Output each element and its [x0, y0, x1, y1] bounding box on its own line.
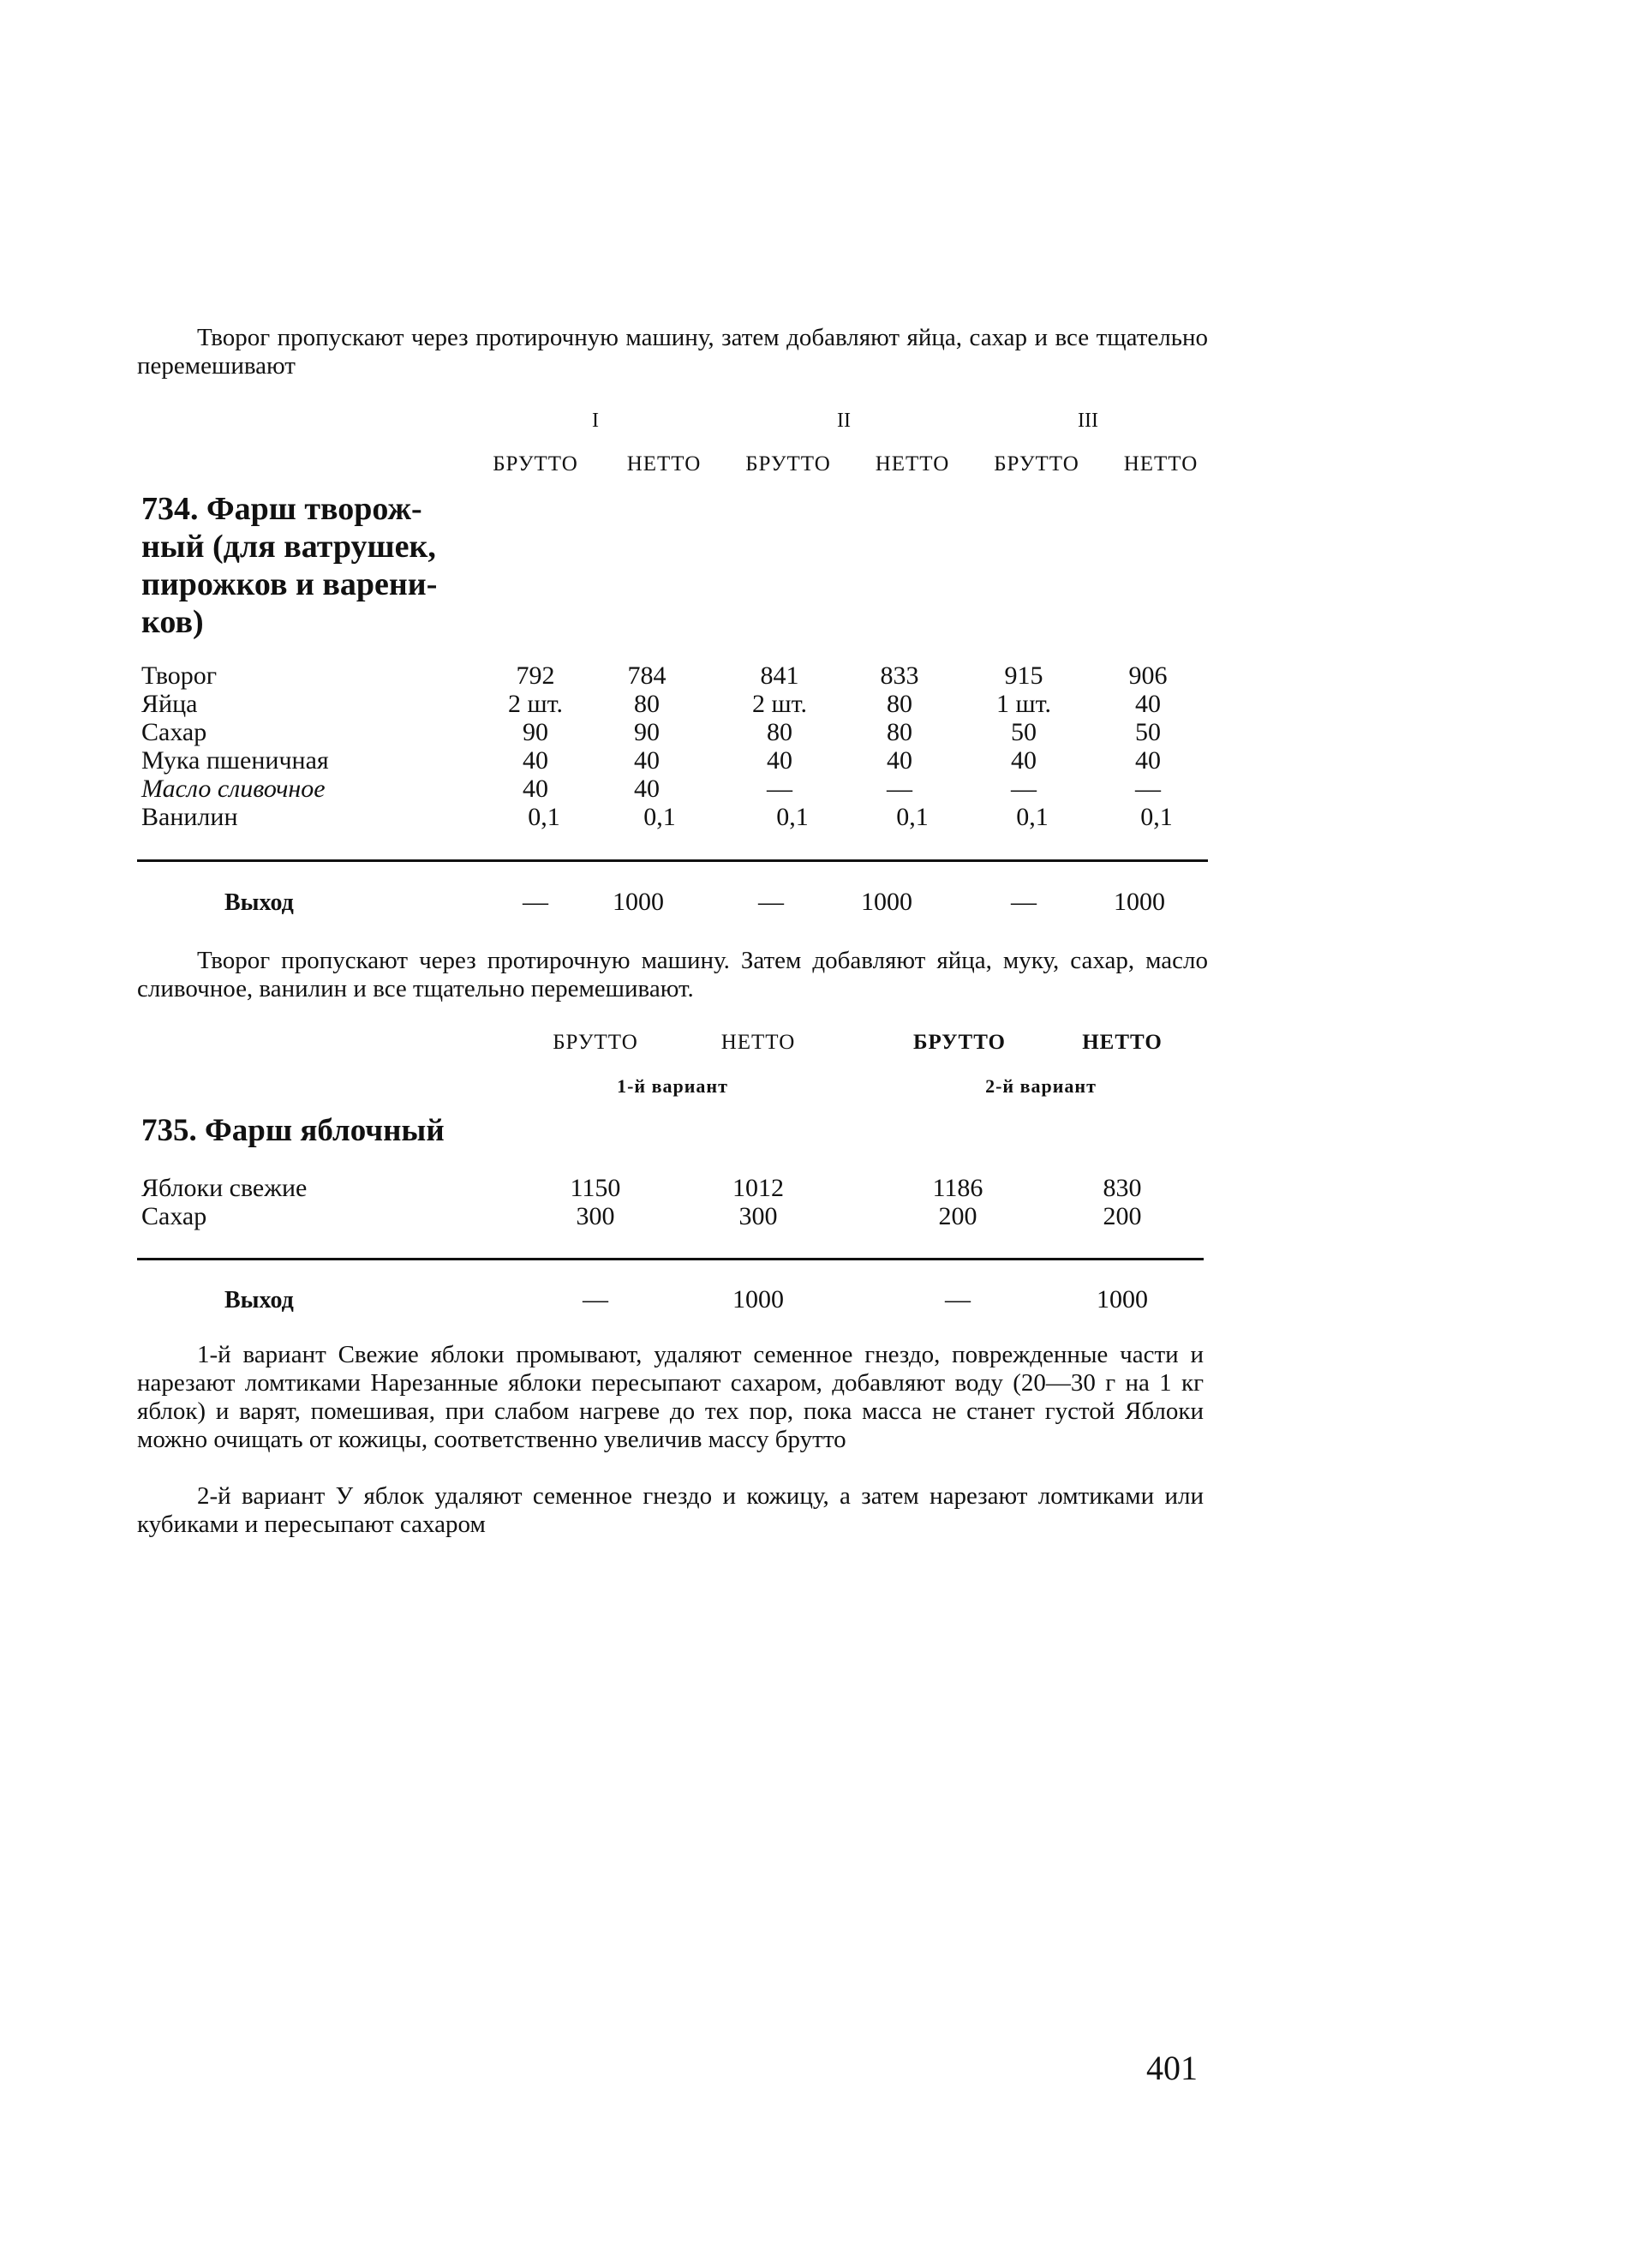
ingredient-name: Сахар	[141, 718, 207, 746]
recipe-735-yield-label: Выход	[224, 1287, 294, 1314]
title-line: пирожков и варени-	[141, 566, 438, 602]
yield-value: 1000	[613, 888, 664, 916]
ingredient-value: 300	[738, 1202, 778, 1230]
ingredient-value: 40	[767, 746, 792, 775]
ingredient-value: 792	[516, 661, 555, 690]
ingredient-value: 80	[887, 690, 912, 718]
ingredient-value: —	[887, 775, 912, 803]
ingredient-value: 0,1	[776, 803, 809, 831]
ingredient-name: Сахар	[141, 1202, 207, 1230]
ingredient-value: 80	[767, 718, 792, 746]
variant-label-2: 2-й вариант	[985, 1075, 1097, 1097]
variant-label-iii: III	[1078, 410, 1098, 432]
ingredient-name: Яблоки свежие	[141, 1174, 308, 1202]
ingredient-value: 784	[627, 661, 667, 690]
ingredient-value: 1012	[732, 1174, 784, 1202]
recipe-735-method-2: 2-й вариант У яблок удаляют семенное гнездо и кожицу, а затем нарезают ломтиками или кубиками и пересыпают сахаром	[137, 1482, 1204, 1538]
title-line: ный (для ватрушек,	[141, 529, 436, 565]
ingredient-name: Творог	[141, 661, 218, 690]
ingredient-value: 40	[1011, 746, 1037, 775]
ingredient-value: 906	[1128, 661, 1168, 690]
ingredient-value: 80	[887, 718, 912, 746]
ingredient-value: 830	[1103, 1174, 1142, 1202]
recipe-735-title: 735. Фарш яблочный	[141, 1113, 445, 1148]
ingredient-name: Мука пшеничная	[141, 746, 329, 775]
recipe-734-rule	[137, 859, 1208, 862]
yield-value: —	[758, 888, 784, 916]
ingredient-value: 40	[634, 775, 660, 803]
ingredient-value: 50	[1011, 718, 1037, 746]
col-header-netto-1: НЕТТО	[626, 452, 702, 476]
col-header-brutto-1: БРУТТО	[493, 452, 578, 476]
ingredient-value: 0,1	[1016, 803, 1049, 831]
title-line: 734. Фарш творож-	[141, 491, 422, 527]
ingredient-value: 0,1	[528, 803, 560, 831]
ingredient-name: Ванилин	[141, 803, 238, 831]
ingredient-value: 0,1	[1140, 803, 1173, 831]
col-header-netto-v2: НЕТТО	[1082, 1031, 1163, 1054]
col-header-brutto-v1: БРУТТО	[553, 1031, 638, 1054]
ingredient-value: 50	[1135, 718, 1161, 746]
variant-label-ii: II	[837, 410, 851, 432]
yield-value: —	[583, 1285, 608, 1314]
yield-value: 1000	[861, 888, 912, 916]
col-header-brutto-2: БРУТТО	[745, 452, 831, 476]
ingredient-name: Яйца	[141, 690, 198, 718]
ingredient-value: 0,1	[896, 803, 929, 831]
yield-value: —	[945, 1285, 971, 1314]
ingredient-name: Масло сливочное	[141, 775, 326, 803]
yield-value: —	[1011, 888, 1037, 916]
ingredient-value: 2 шт.	[752, 690, 807, 718]
yield-value: 1000	[1097, 1285, 1148, 1314]
col-header-netto-3: НЕТТО	[1123, 452, 1199, 476]
ingredient-value: 40	[523, 746, 548, 775]
ingredient-value: 1186	[932, 1174, 983, 1202]
ingredient-value: 90	[523, 718, 548, 746]
col-header-brutto-3: БРУТТО	[994, 452, 1079, 476]
ingredient-value: 40	[887, 746, 912, 775]
ingredient-value: 90	[634, 718, 660, 746]
col-header-netto-2: НЕТТО	[875, 452, 950, 476]
ingredient-value: 915	[1004, 661, 1043, 690]
ingredient-value: —	[1011, 775, 1037, 803]
variant-label-1: 1-й вариант	[617, 1075, 728, 1097]
recipe-734-title	[141, 490, 501, 641]
col-header-netto-v1: НЕТТО	[720, 1031, 796, 1054]
page-number: 401	[1146, 2049, 1198, 2087]
title-line: ков)	[141, 604, 204, 640]
col-header-brutto-v2: БРУТТО	[913, 1031, 1006, 1054]
ingredient-value: 0,1	[643, 803, 676, 831]
ingredient-value: —	[767, 775, 792, 803]
ingredient-value: 40	[634, 746, 660, 775]
yield-value: —	[523, 888, 548, 916]
ingredient-value: 40	[523, 775, 548, 803]
ingredient-value: 2 шт.	[508, 690, 563, 718]
ingredient-value: 200	[1103, 1202, 1142, 1230]
ingredient-value: —	[1135, 775, 1161, 803]
yield-value: 1000	[732, 1285, 784, 1314]
ingredient-value: 40	[1135, 690, 1161, 718]
ingredient-value: 833	[880, 661, 919, 690]
recipe-735-rule	[137, 1258, 1204, 1260]
recipe-734-method: Творог пропускают через протирочную машину. Затем добавляют яйца, муку, сахар, масло сливочное, ванилин и все тщательно перемешивают.	[137, 947, 1208, 1002]
ingredient-value: 80	[634, 690, 660, 718]
recipe-735-method-1: 1-й вариант Свежие яблоки промывают, удаляют семенное гнездо, поврежденные части и нарезают ломтиками Нарезанные яблоки пересыпают сахаром, добавляют воду (20—30 г на 1 кг яблок) и варят, помешивая, при слабом нагреве до тех пор, пока масса не станет густой Яблоки можно очищать от кожицы, соответственно увеличив массу брутто	[137, 1341, 1204, 1453]
ingredient-value: 1 шт.	[996, 690, 1051, 718]
intro-paragraph: Творог пропускают через протирочную машину, затем добавляют яйца, сахар и все тщательно перемешивают	[137, 324, 1208, 380]
ingredient-value: 200	[938, 1202, 977, 1230]
ingredient-value: 841	[760, 661, 799, 690]
recipe-734-yield-label: Выход	[224, 889, 294, 916]
variant-label-i: I	[592, 410, 599, 432]
ingredient-value: 300	[576, 1202, 615, 1230]
yield-value: 1000	[1114, 888, 1165, 916]
ingredient-value: 1150	[570, 1174, 621, 1202]
ingredient-value: 40	[1135, 746, 1161, 775]
